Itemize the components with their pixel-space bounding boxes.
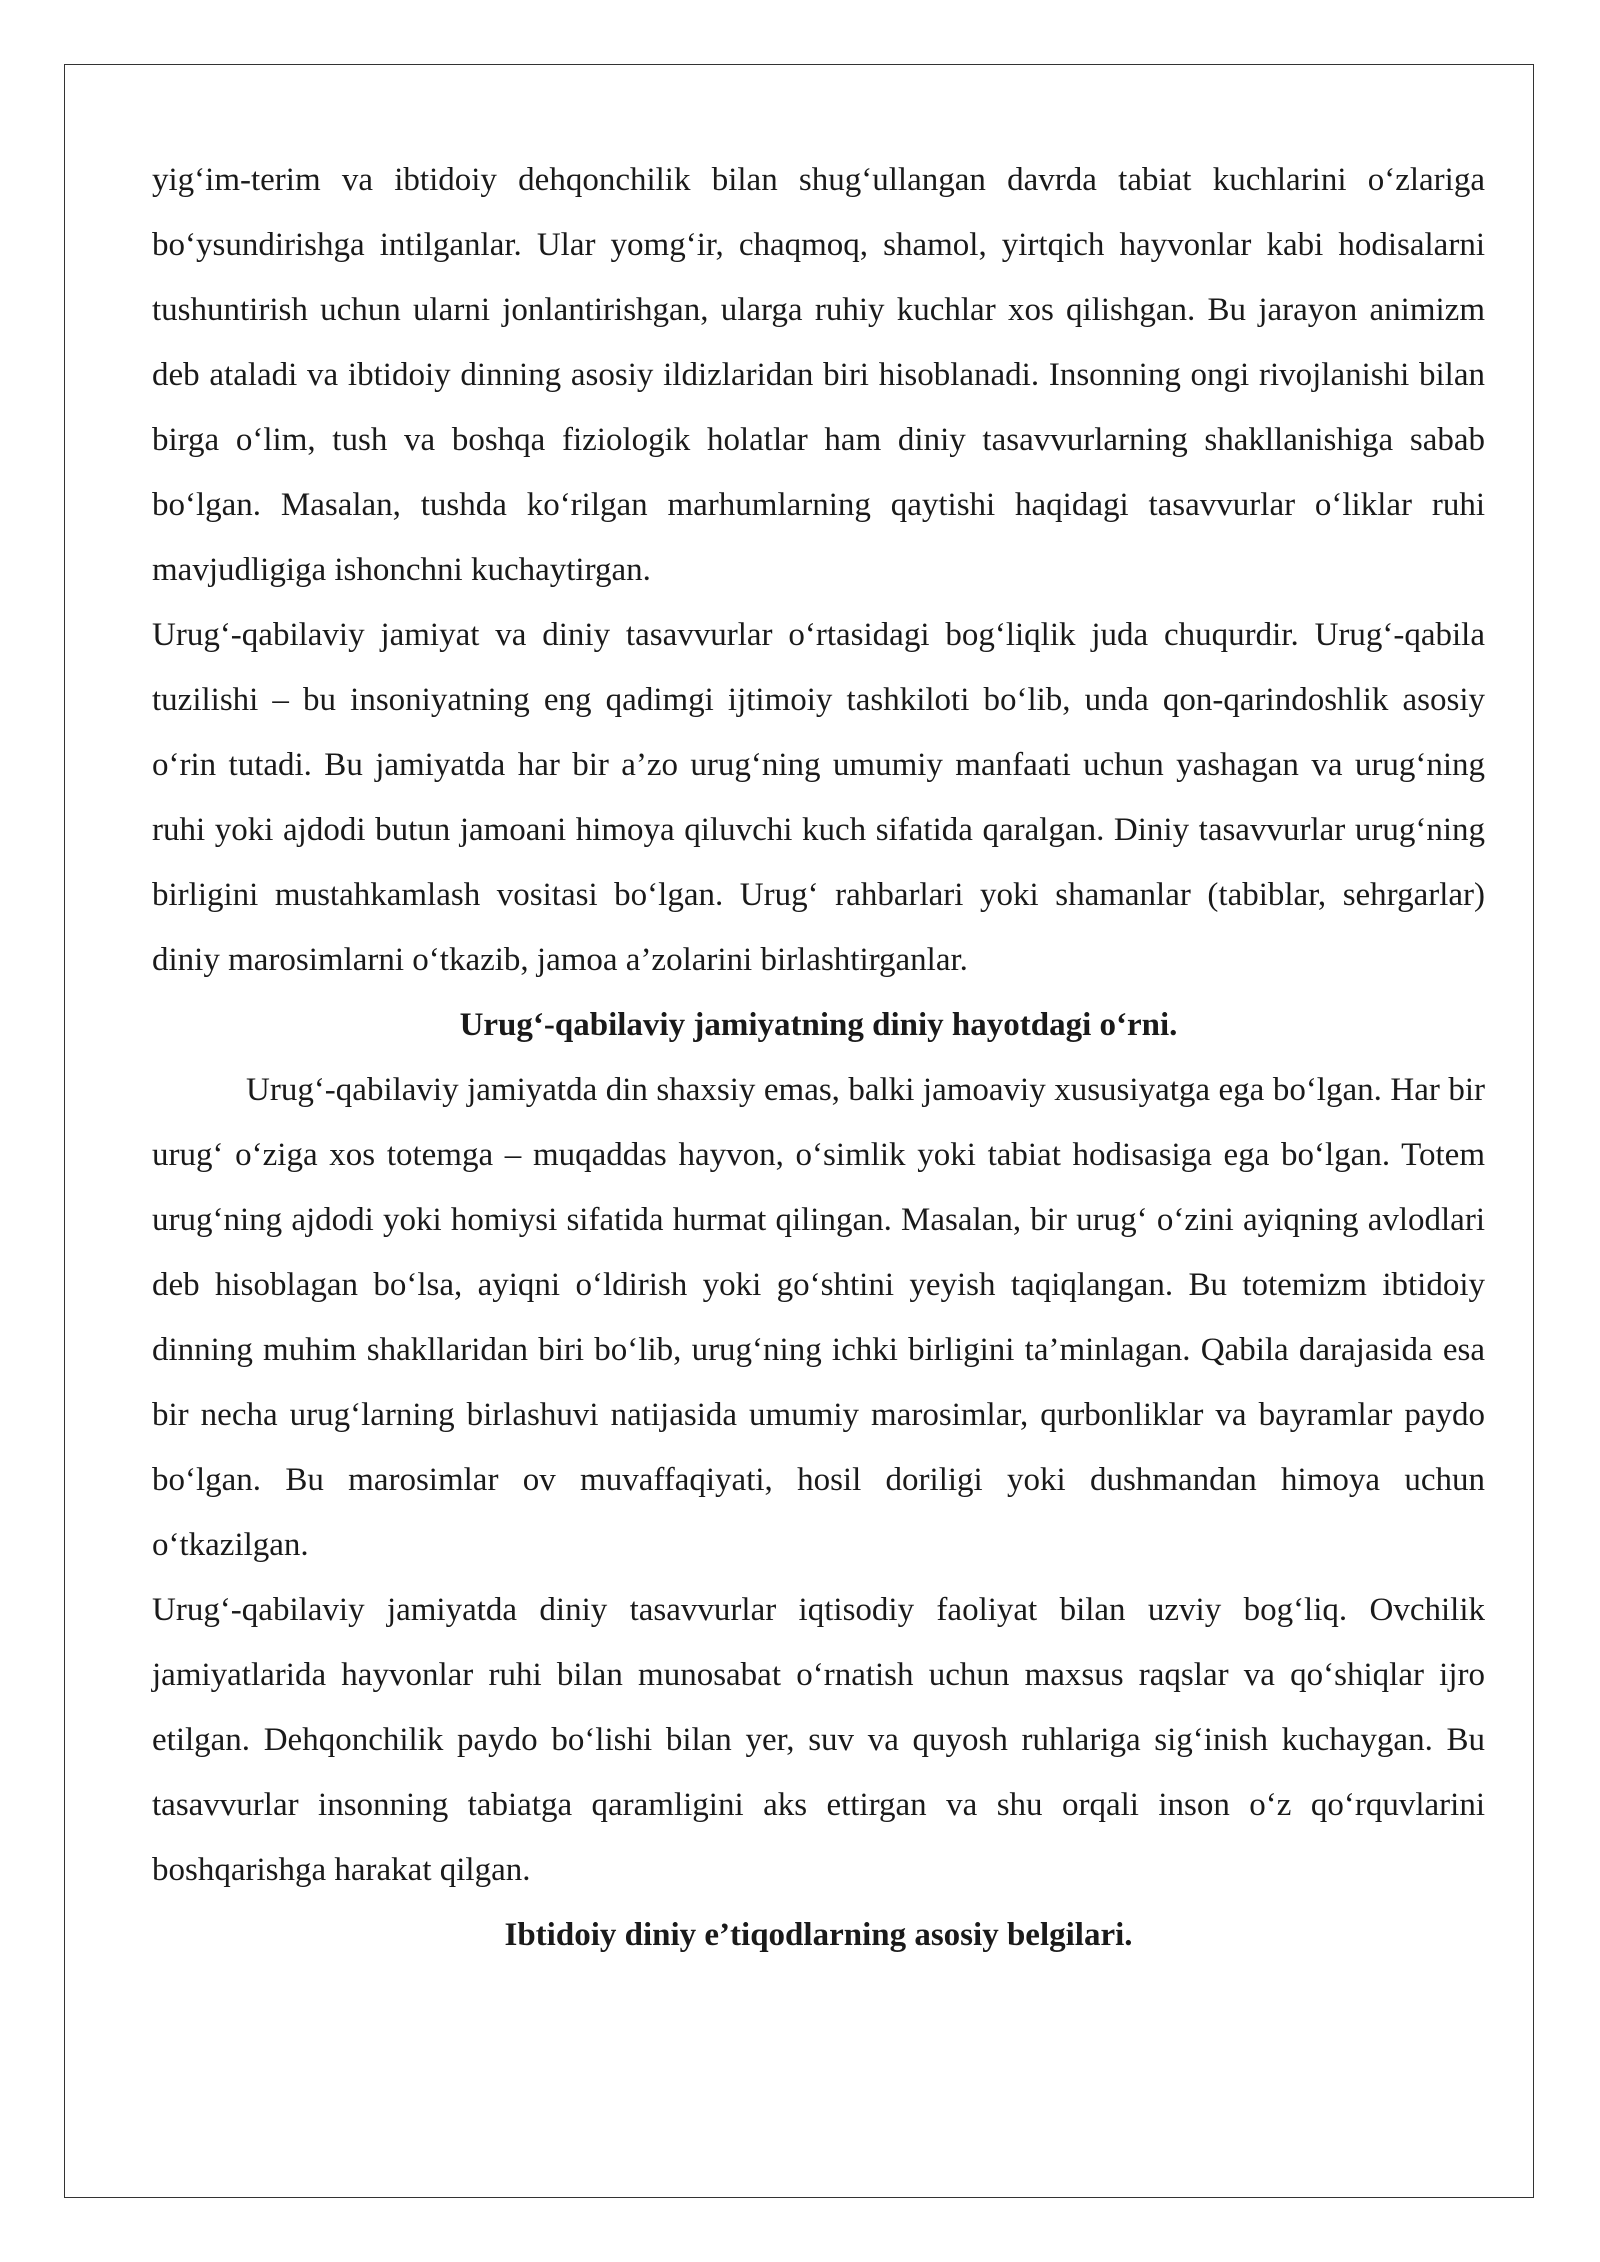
paragraph-totemism: Urug‘-qabilaviy jamiyatda din shaxsiy emas, balki jamoaviy xususiyatga ega bo‘lgan. Har bir urug‘ o‘ziga xos totemga – muqaddas hayvon, o‘simlik yoki tabiat hodisasiga ega bo‘lgan. Totem urug‘ning ajdodi yoki homiysi sifatida hurmat qilingan. Masalan, bir urug‘ o‘zini ayiqning avlodlari deb hisoblagan bo‘lsa, ayiqni o‘ldirish yoki go‘shtini yeyish taqiqlangan. Bu totemizm ibtidoiy dinning muhim shakllaridan biri bo‘lib, urug‘ning ichki birligini ta’minlagan. Qabila darajasida esa bir necha urug‘larning birlashuvi natijasida umumiy marosimlar, qurbonliklar va bayramlar paydo bo‘lgan. Bu marosimlar ov muvaffaqiyati, hosil doriligi yoki dushmandan himoya uchun o‘tkazilgan.: [152, 1072, 1485, 1563]
section-heading-clan-role: Urug‘-qabilaviy jamiyatning diniy hayotdagi o‘rni.: [459, 1007, 1178, 1043]
paragraph-economy-religion: Urug‘-qabilaviy jamiyatda diniy tasavvurlar iqtisodiy faoliyat bilan uzviy bog‘liq. Ovchilik jamiyatlarida hayvonlar ruhi bilan munosabat o‘rnatish uchun maxsus raqslar va qo‘shiqlar ijro etilgan. Dehqonchilik paydo bo‘lishi bilan yer, suv va quyosh ruhlariga sig‘inish kuchaygan. Bu tasavvurlar insonning tabiatga qaramligini aks ettirgan va shu orqali inson o‘z qo‘rquvlarini boshqarishga harakat qilgan.: [152, 1592, 1485, 1888]
section-heading-beliefs: Ibtidoiy diniy e’tiqodlarning asosiy belgilari.: [504, 1917, 1133, 1953]
paragraph-animism: yig‘im-terim va ibtidoiy dehqonchilik bilan shug‘ullangan davrda tabiat kuchlarini o‘zlariga bo‘ysundirishga intilganlar. Ular yomg‘ir, chaqmoq, shamol, yirtqich hayvonlar kabi hodisalarni tushuntirish uchun ularni jonlantirishgan, ularga ruhiy kuchlar xos qilishgan. Bu jarayon animizm deb ataladi va ibtidoiy dinning asosiy ildizlaridan biri hisoblanadi. Insonning ongi rivojlanishi bilan birga o‘lim, tush va boshqa fiziologik holatlar ham diniy tasavvurlarning shakllanishiga sabab bo‘lgan. Masalan, tushda ko‘rilgan marhumlarning qaytishi haqidagi tasavvurlar o‘liklar ruhi mavjudligiga ishonchni kuchaytirgan.: [152, 162, 1485, 588]
paragraph-clan-society: Urug‘-qabilaviy jamiyat va diniy tasavvurlar o‘rtasidagi bog‘liqlik juda chuqurdir. Urug‘-qabila tuzilishi – bu insoniyatning eng qadimgi ijtimoiy tashkiloti bo‘lib, unda qon-qarindoshlik asosiy o‘rin tutadi. Bu jamiyatda har bir a’zo urug‘ning umumiy manfaati uchun yashagan va urug‘ning ruhi yoki ajdodi butun jamoani himoya qiluvchi kuch sifatida qaralgan. Diniy tasavvurlar urug‘ning birligini mustahkamlash vositasi bo‘lgan. Urug‘ rahbarlari yoki shamanlar (tabiblar, sehrgarlar) diniy marosimlarni o‘tkazib, jamoa a’zolarini birlashtirganlar.: [152, 617, 1485, 978]
document-body: [152, 148, 1485, 1968]
